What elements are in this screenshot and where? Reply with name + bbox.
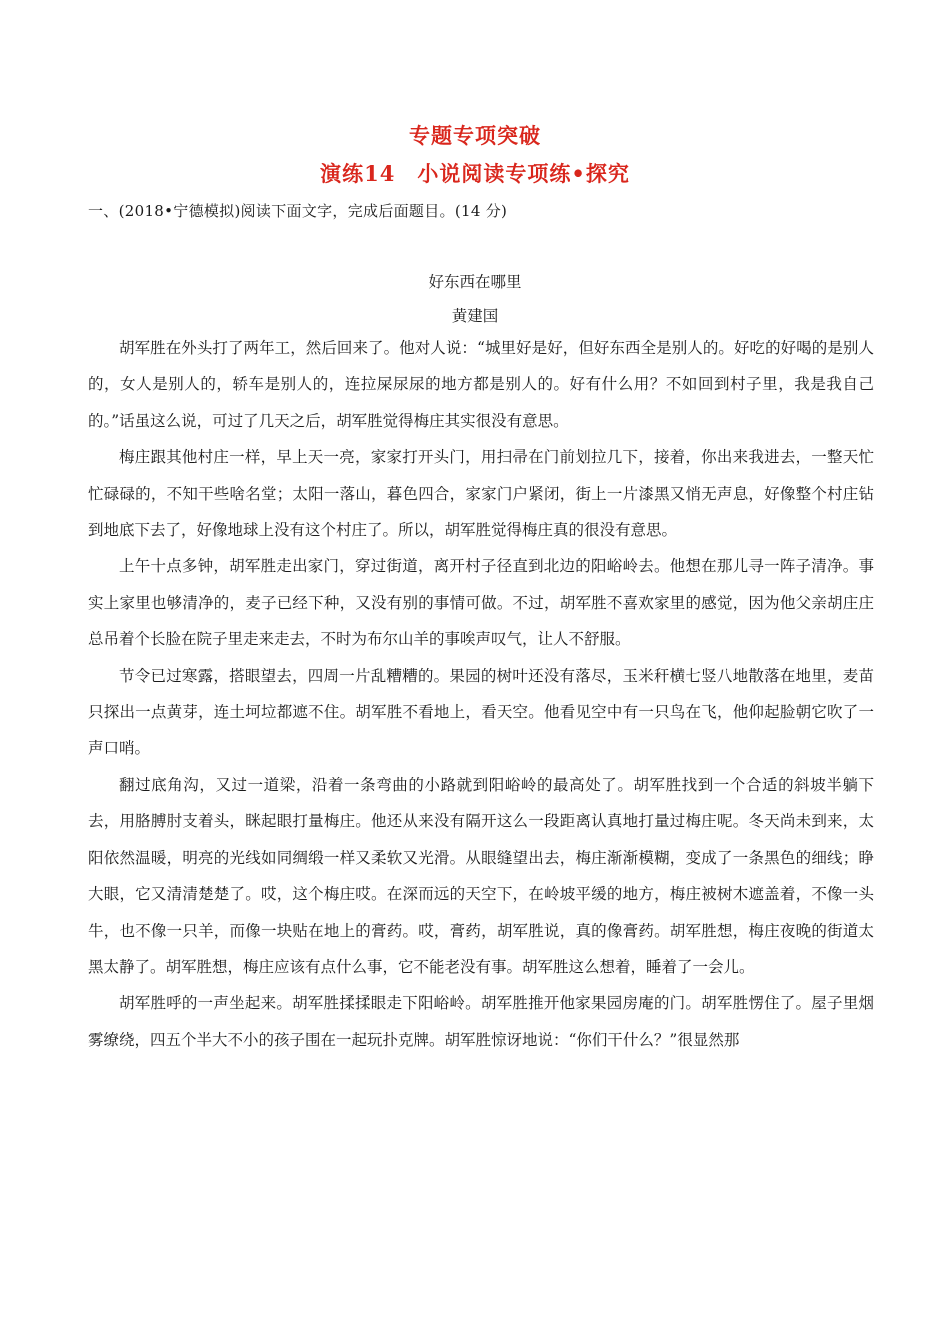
- story-title: 好东西在哪里: [428, 273, 522, 291]
- paragraph: 胡军胜呼的一声坐起来。胡军胜揉揉眼走下阳峪岭。胡军胜推开他家果园房庵的门。胡军胜愣住了。屋子里烟雾缭绕，四五个半大不小的孩子围在一起玩扑克牌。胡军胜惊讶地说：“你们干什么？”很显然那: [88, 994, 874, 1049]
- paragraph: 上午十点多钟，胡军胜走出家门，穿过街道，离开村子径直到北边的阳峪岭去。他想在那儿寻一阵子清净。事实上家里也够清净的，麦子已经下种，又没有别的事情可做。不过，胡军胜不喜欢家里的感觉，因为他父亲胡庄庄总吊着个长脸在院子里走来走去，不时为布尔山羊的事唉声叹气，让人不舒服。: [88, 557, 874, 649]
- series-title: 专题专项突破: [409, 123, 541, 148]
- paragraph: 节令已过寒露，搭眼望去，四周一片乱糟糟的。果园的树叶还没有落尽，玉米秆横七竖八地散落在地里，麦苗只探出一点黄芽，连土坷垃都遮不住。胡军胜不看地上，看天空。他看见空中有一只鸟在飞，他仰起脸朝它吹了一声口哨。: [88, 666, 874, 758]
- paragraph: 胡军胜在外头打了两年工，然后回来了。他对人说：“城里好是好，但好东西全是别人的。好吃的好喝的是别人的，女人是别人的，轿车是别人的，连拉屎尿尿的地方都是别人的。好有什么用？不如回到村子里，我是我自己的。”话虽这么说，可过了几天之后，胡军胜觉得梅庄其实很没有意思。: [88, 339, 874, 430]
- story-author: 黄建国: [451, 307, 499, 325]
- story-body: [88, 330, 874, 1058]
- exercise-title: 演练14 小说阅读专项练•探究: [320, 161, 630, 186]
- paragraph: 梅庄跟其他村庄一样，早上天一亮，家家打开头门，用扫帚在门前划拉几下，接着，你出来我进去，一整天忙忙碌碌的，不知干些啥名堂；太阳一落山，暮色四合，家家门户紧闭，街上一片漆黑又悄无声息，好像整个村庄钻到地底下去了，好像地球上没有这个村庄了。所以，胡军胜觉得梅庄真的很没有意思。: [88, 448, 874, 540]
- paragraph: 翻过底角沟，又过一道梁，沿着一条弯曲的小路就到阳峪岭的最高处了。胡军胜找到一个合适的斜坡半躺下去，用胳膊肘支着头，眯起眼打量梅庄。他还从来没有隔开这么一段距离认真地打量过梅庄呢。冬天尚未到来，太阳依然温暖，明亮的光线如同绸缎一样又柔软又光滑。从眼缝望出去，梅庄渐渐模糊，变成了一条黑色的细线；睁大眼，它又清清楚楚了。哎，这个梅庄哎。在深而远的天空下，在岭坡平缓的地方，梅庄被树木遮盖着，不像一头牛，也不像一只羊，而像一块贴在地上的膏药。哎，膏药，胡军胜说，真的像膏药。胡军胜想，梅庄夜晚的街道太黑太静了。胡军胜想，梅庄应该有点什么事，它不能老没有事。胡军胜这么想着，睡着了一会儿。: [88, 775, 874, 976]
- task-instruction: 一、(2018•宁德模拟)阅读下面文字，完成后面题目。(14 分): [88, 202, 508, 220]
